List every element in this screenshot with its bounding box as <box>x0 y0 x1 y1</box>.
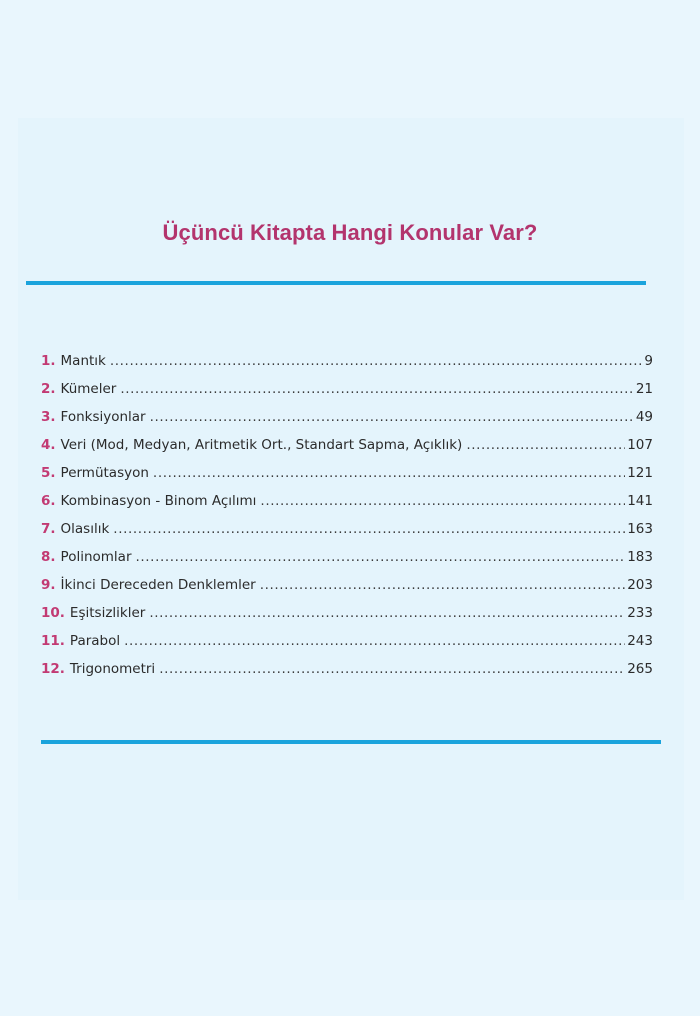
toc-item-title: Parabol <box>69 633 121 649</box>
toc-item-title: Polinomlar <box>60 549 132 565</box>
toc-dot-leader <box>124 627 625 655</box>
toc-item[interactable] <box>41 459 653 487</box>
toc-item-number: 4. <box>41 437 56 453</box>
toc-item-number: 8. <box>41 549 56 565</box>
toc-item-page: 21 <box>635 381 653 397</box>
toc-dot-leader <box>150 403 634 431</box>
top-divider <box>26 281 646 285</box>
toc-item-number: 6. <box>41 493 56 509</box>
toc-dot-leader <box>136 543 626 571</box>
toc-item-page: 121 <box>627 465 653 481</box>
toc-item-page: 49 <box>635 409 653 425</box>
toc-item-title: Olasılık <box>60 521 110 537</box>
toc-dot-leader <box>260 571 626 599</box>
toc-item[interactable] <box>41 515 653 543</box>
toc-dot-leader <box>149 599 625 627</box>
toc-dot-leader <box>120 375 633 403</box>
toc-item-number: 2. <box>41 381 56 397</box>
toc-item[interactable] <box>41 627 653 655</box>
toc-item[interactable] <box>41 543 653 571</box>
bottom-divider <box>41 740 661 744</box>
toc-item[interactable] <box>41 403 653 431</box>
toc-item-title: Kombinasyon - Binom Açılımı <box>60 493 257 509</box>
toc-item[interactable] <box>41 431 653 459</box>
toc-item-page: 183 <box>627 549 653 565</box>
toc-item-number: 9. <box>41 577 56 593</box>
toc-item-page: 107 <box>627 437 653 453</box>
toc-dot-leader <box>110 347 643 375</box>
toc-item-page: 9 <box>644 353 653 369</box>
toc-item-title: Permütasyon <box>60 465 149 481</box>
toc-item[interactable] <box>41 347 653 375</box>
toc-item-number: 10. <box>41 605 65 621</box>
toc-item-number: 3. <box>41 409 56 425</box>
toc-item-title: Kümeler <box>60 381 117 397</box>
toc-item-title: İkinci Dereceden Denklemler <box>60 577 256 593</box>
toc-item-page: 141 <box>627 493 653 509</box>
toc-item-title: Eşitsizlikler <box>69 605 146 621</box>
toc-item[interactable] <box>41 487 653 515</box>
toc-item-title: Trigonometri <box>69 661 156 677</box>
table-of-contents <box>41 347 653 683</box>
toc-dot-leader <box>153 459 625 487</box>
page-title: Üçüncü Kitapta Hangi Konular Var? <box>162 220 538 245</box>
toc-item-page: 163 <box>627 521 653 537</box>
toc-item-number: 7. <box>41 521 56 537</box>
toc-item-page: 243 <box>627 633 653 649</box>
toc-item-number: 12. <box>41 661 65 677</box>
toc-item[interactable] <box>41 571 653 599</box>
toc-item-title: Mantık <box>60 353 106 369</box>
toc-dot-leader <box>260 487 625 515</box>
toc-item-number: 1. <box>41 353 56 369</box>
toc-item[interactable] <box>41 655 653 683</box>
toc-item-page: 203 <box>627 577 653 593</box>
toc-dot-leader <box>159 655 625 683</box>
toc-item-title: Veri (Mod, Medyan, Aritmetik Ort., Standart Sapma, Açıklık) <box>60 437 463 453</box>
toc-item-page: 265 <box>627 661 653 677</box>
toc-dot-leader <box>113 515 625 543</box>
toc-item-title: Fonksiyonlar <box>60 409 146 425</box>
toc-item-number: 11. <box>41 633 65 649</box>
toc-item-number: 5. <box>41 465 56 481</box>
toc-dot-leader <box>466 431 625 459</box>
toc-item[interactable] <box>41 599 653 627</box>
toc-item-page: 233 <box>627 605 653 621</box>
toc-item[interactable] <box>41 375 653 403</box>
